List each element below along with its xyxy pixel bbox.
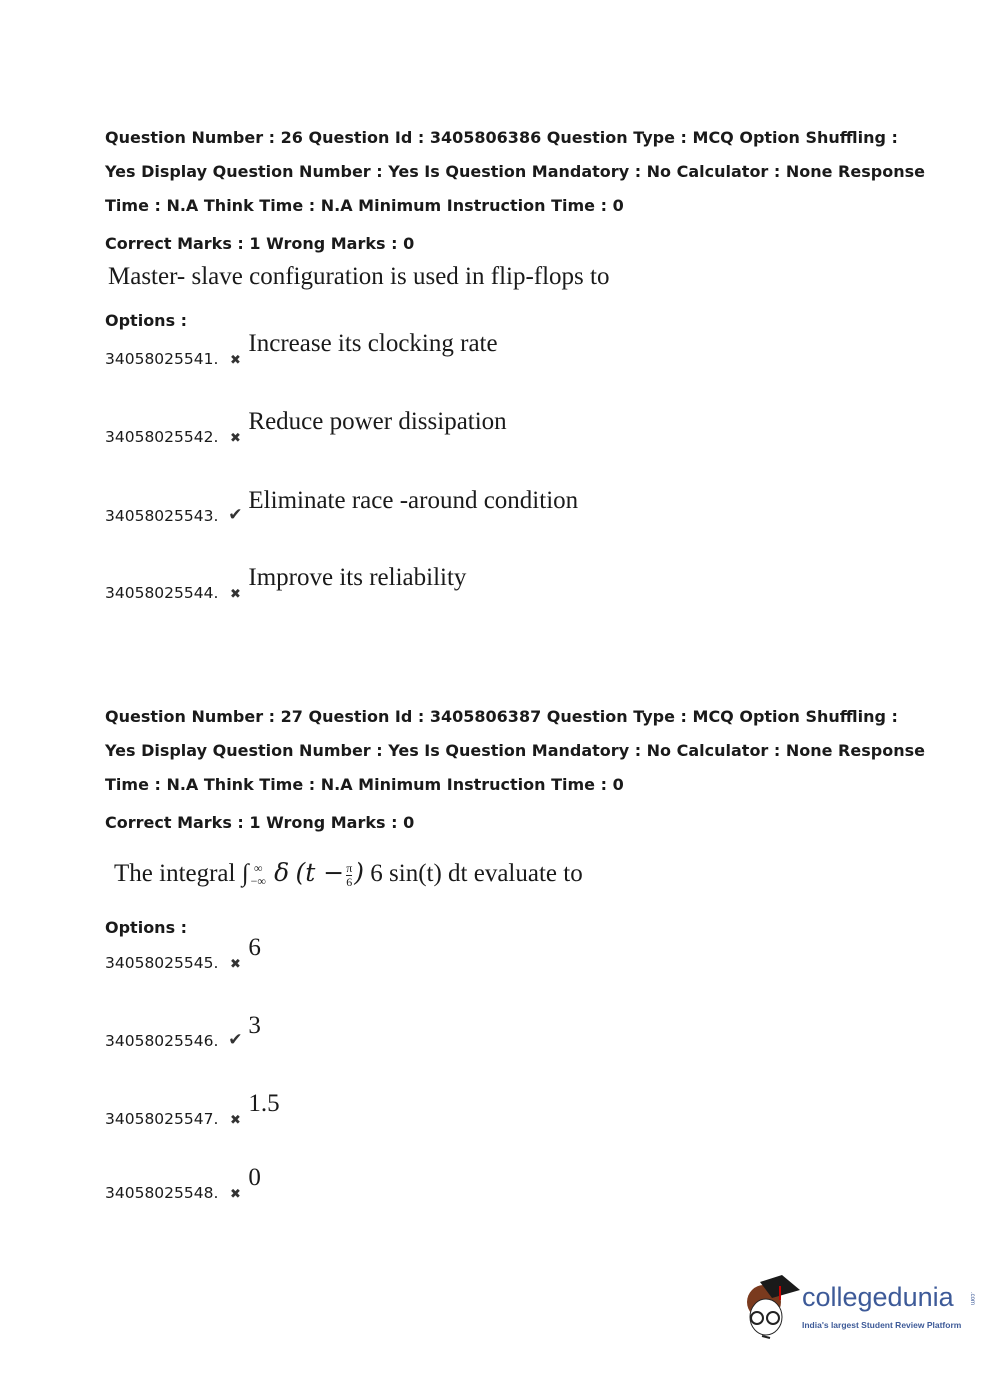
option <box>105 564 467 602</box>
question-27-marks: Correct Marks : 1 Wrong Marks : 0 <box>105 813 415 832</box>
logo-suffix: .com <box>969 1292 975 1306</box>
check-icon: ✔ <box>228 1030 243 1050</box>
wrong-icon: ✖ <box>229 1113 241 1128</box>
wrong-icon: ✖ <box>229 587 241 602</box>
option <box>105 1090 280 1128</box>
delta: δ <box>274 858 290 887</box>
upper-limit: ∞ <box>253 861 263 876</box>
option <box>105 487 579 525</box>
text-prefix: The integral <box>114 860 236 887</box>
question-26-text: Master- slave configuration is used in flip-flops to <box>108 263 610 290</box>
paren-open: (t − <box>295 858 345 887</box>
option <box>105 1164 261 1202</box>
text-suffix: evaluate to <box>473 860 583 887</box>
option <box>105 330 498 368</box>
mascot-icon <box>742 1272 800 1344</box>
fraction-den: 6 <box>346 874 353 889</box>
option-text: Reduce power dissipation <box>248 408 507 435</box>
option-id: 34058025544. <box>105 584 219 602</box>
question-27-text <box>114 858 583 889</box>
question-26-meta: Question Number : 26 Question Id : 3405806386 Question Type : MCQ Option Shuffling : Yes Display Question Number : Yes Is Question Mandatory : No Calculator : None Response Time : N.A Think Time : N.A Minimum Instruction Time : 0 <box>105 128 925 215</box>
logo-wordmark: collegedunia <box>802 1282 954 1312</box>
options-label: Options : <box>105 918 188 937</box>
option-text: 0 <box>248 1164 261 1191</box>
integral-sign: ∫ <box>241 860 249 887</box>
options-label: Options : <box>105 311 188 330</box>
option <box>105 934 261 972</box>
question-26-marks: Correct Marks : 1 Wrong Marks : 0 <box>105 234 415 253</box>
option-id: 34058025543. <box>105 507 219 525</box>
option-id: 34058025547. <box>105 1110 219 1128</box>
wrong-icon: ✖ <box>229 957 241 972</box>
option-text: Increase its clocking rate <box>248 330 498 357</box>
paren-close: ) <box>354 858 365 887</box>
fraction-num: π <box>346 860 353 875</box>
option-id: 34058025541. <box>105 350 219 368</box>
option-id: 34058025542. <box>105 428 219 446</box>
option-id: 34058025545. <box>105 954 219 972</box>
question-27-meta: Question Number : 27 Question Id : 3405806387 Question Type : MCQ Option Shuffling : Yes Display Question Number : Yes Is Question Mandatory : No Calculator : None Response Time : N.A Think Time : N.A Minimum Instruction Time : 0 <box>105 707 925 794</box>
option-id: 34058025548. <box>105 1184 219 1202</box>
wrong-icon: ✖ <box>229 1187 241 1202</box>
option <box>105 408 507 446</box>
logo-tagline: India's largest Student Review Platform <box>802 1320 962 1330</box>
option-text: 1.5 <box>248 1090 280 1117</box>
wrong-icon: ✖ <box>229 431 241 446</box>
wrong-icon: ✖ <box>229 353 241 368</box>
option-text: Improve its reliability <box>248 564 467 591</box>
option-text: Eliminate race -around condition <box>248 487 579 514</box>
option <box>105 1012 261 1050</box>
option-text: 6 <box>248 934 261 961</box>
option-text: 3 <box>248 1012 261 1039</box>
collegedunia-logo <box>742 1272 992 1344</box>
check-icon: ✔ <box>228 505 243 525</box>
option-id: 34058025546. <box>105 1032 219 1050</box>
integrand: 6 sin(t) dt <box>370 860 468 887</box>
lower-limit: −∞ <box>250 874 266 889</box>
